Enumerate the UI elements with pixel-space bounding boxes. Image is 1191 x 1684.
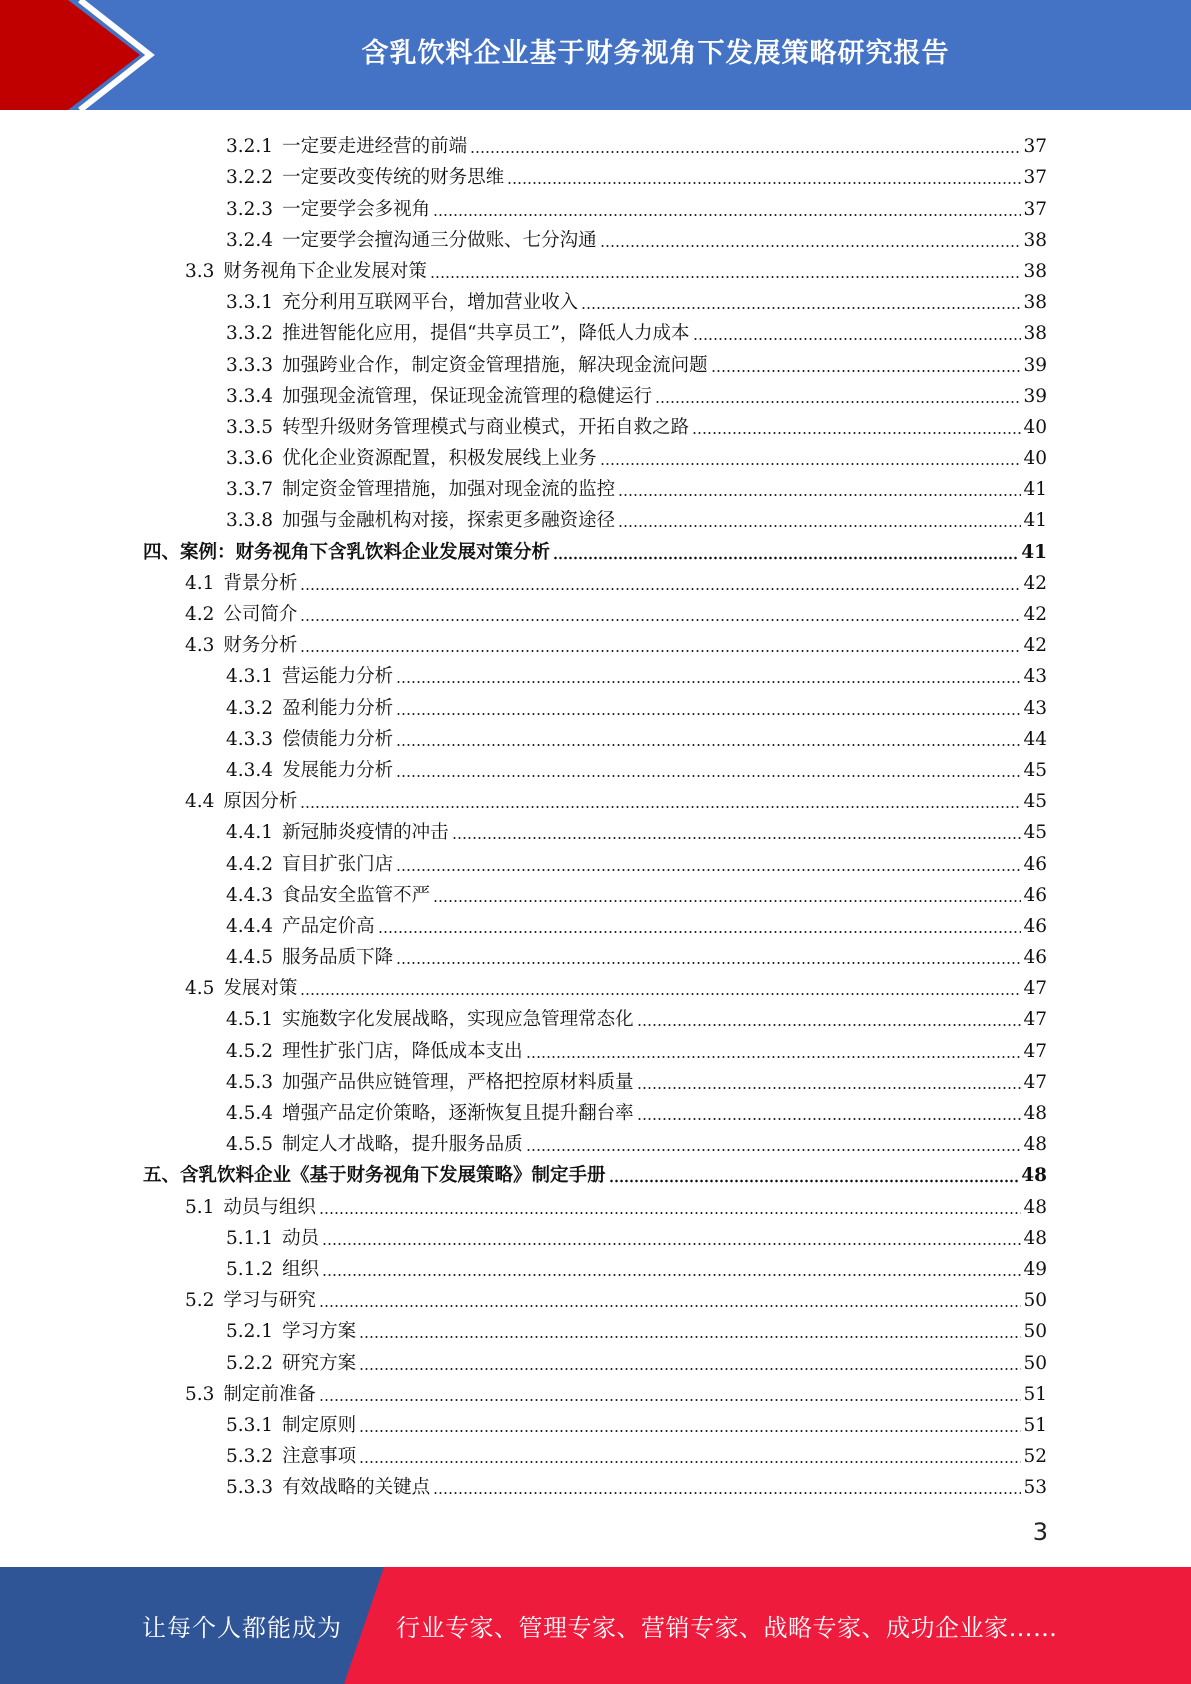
toc-dot-leader (396, 712, 1021, 716)
toc-entry-number: 4.5.3 (226, 1071, 274, 1093)
toc-entry-title: 制定原则 (282, 1414, 357, 1436)
toc-entry-number: 4.5.2 (226, 1040, 274, 1062)
toc-entry-page: 47 (1023, 1040, 1047, 1062)
toc-entry[interactable] (0, 284, 1191, 315)
toc-entry-title: 学习与研究 (223, 1290, 316, 1312)
toc-entry[interactable] (0, 1469, 1191, 1500)
toc-entry-page: 42 (1023, 604, 1047, 625)
toc-entry-page: 42 (1023, 635, 1047, 657)
toc-dot-leader (319, 1304, 1022, 1308)
toc-dot-leader (359, 1460, 1021, 1464)
toc-entry[interactable] (0, 1157, 1191, 1188)
toc-entry-page: 37 (1023, 167, 1047, 189)
toc-entry-page: 51 (1023, 1414, 1047, 1436)
toc-entry-title: 背景分析 (223, 572, 298, 594)
toc-entry-page: 50 (1023, 1352, 1047, 1374)
toc-entry-title: 研究方案 (282, 1352, 357, 1374)
toc-entry-number: 4.4.1 (226, 822, 274, 844)
toc-entry-number: 3.3.3 (226, 354, 274, 376)
toc-entry-title: 产品定价高 (282, 915, 375, 937)
toc-entry-title: 服务品质下降 (282, 947, 394, 969)
toc-dot-leader (322, 1273, 1021, 1277)
toc-entry-page: 43 (1023, 697, 1047, 719)
toc-entry-title: 理性扩张门店，降低成本支出 (282, 1040, 523, 1062)
toc-entry[interactable] (0, 378, 1191, 409)
toc-dot-leader (319, 1211, 1022, 1215)
toc-dot-leader (637, 1117, 1022, 1121)
toc-entry[interactable] (0, 1313, 1191, 1344)
toc-entry[interactable] (0, 1251, 1191, 1282)
toc-entry-title: 偿债能力分析 (282, 728, 394, 750)
toc-entry-page: 52 (1023, 1446, 1047, 1468)
header-arrow-decoration (0, 0, 170, 110)
toc-entry-number: 3.3.2 (226, 323, 274, 345)
toc-entry-title: 公司简介 (223, 604, 298, 625)
toc-dot-leader (507, 181, 1021, 185)
toc-entry-page: 46 (1023, 915, 1047, 937)
toc-dot-leader (600, 462, 1022, 466)
toc-dot-leader (526, 1055, 1022, 1059)
toc-entry[interactable] (0, 253, 1191, 284)
toc-entry-number: 5.2.1 (226, 1321, 274, 1343)
toc-entry[interactable] (0, 596, 1191, 627)
toc-entry-page: 48 (1023, 1134, 1047, 1156)
toc-entry[interactable] (0, 1001, 1191, 1032)
toc-dot-leader (396, 680, 1021, 684)
toc-entry-number: 4.4.5 (226, 947, 274, 969)
toc-entry-page: 47 (1023, 1071, 1047, 1093)
toc-entry-page: 47 (1023, 978, 1047, 1000)
toc-entry-title: 制定前准备 (223, 1383, 316, 1405)
toc-dot-leader (618, 524, 1021, 528)
toc-entry-number: 4.1 (185, 572, 215, 594)
toc-entry[interactable] (0, 1220, 1191, 1251)
toc-entry-number: 4.3 (185, 635, 215, 657)
toc-entry-page: 48 (1021, 1165, 1047, 1187)
toc-entry-title: 原因分析 (223, 791, 298, 813)
toc-dot-leader (319, 1398, 1022, 1402)
toc-entry-page: 46 (1023, 853, 1047, 875)
toc-dot-leader (553, 556, 1019, 560)
toc-entry[interactable] (0, 1407, 1191, 1438)
toc-entry-page: 44 (1023, 728, 1047, 750)
toc-dot-leader (452, 836, 1022, 840)
toc-entry-title: 发展能力分析 (282, 759, 394, 781)
toc-dot-leader (378, 930, 1022, 934)
toc-entry-title: 优化企业资源配置，积极发展线上业务 (282, 448, 597, 470)
toc-entry[interactable] (0, 877, 1191, 908)
footer-slogan-left: 让每个人都能成为 (142, 1614, 342, 1642)
toc-dot-leader (359, 1335, 1021, 1339)
toc-dot-leader (600, 244, 1022, 248)
toc-entry-title: 财务视角下企业发展对策 (223, 260, 427, 282)
toc-dot-leader (300, 805, 1021, 809)
toc-entry-page: 40 (1023, 416, 1047, 438)
toc-entry[interactable] (0, 1032, 1191, 1063)
toc-entry[interactable] (0, 159, 1191, 190)
toc-entry-page: 48 (1023, 1103, 1047, 1124)
toc-entry-number: 五、 (143, 1165, 181, 1187)
toc-entry-page: 53 (1023, 1477, 1047, 1499)
toc-entry[interactable] (0, 1095, 1191, 1126)
toc-entry-page: 37 (1023, 198, 1047, 220)
toc-entry-title: 发展对策 (223, 978, 298, 1000)
toc-entry-number: 5.3.1 (226, 1414, 274, 1436)
toc-entry[interactable] (0, 533, 1191, 564)
toc-entry-title: 食品安全监管不严 (282, 884, 431, 906)
toc-entry-title: 学习方案 (282, 1321, 357, 1343)
toc-entry-number: 4.4.2 (226, 853, 274, 875)
toc-dot-leader (433, 213, 1021, 217)
toc-entry[interactable] (0, 658, 1191, 689)
toc-dot-leader (618, 493, 1021, 497)
toc-entry-title: 案例：财务视角下含乳饮料企业发展对策分析 (180, 541, 551, 563)
toc-entry-number: 3.3.6 (226, 448, 274, 470)
page-footer (0, 1567, 1191, 1684)
toc-entry-number: 4.5 (185, 978, 215, 1000)
toc-entry-page: 45 (1023, 822, 1047, 844)
toc-entry-number: 3.2.3 (226, 198, 274, 220)
toc-dot-leader (300, 618, 1021, 622)
toc-entry-number: 3.3.7 (226, 479, 274, 501)
toc-dot-leader (711, 369, 1022, 373)
toc-dot-leader (300, 587, 1021, 591)
toc-entry-number: 4.2 (185, 604, 215, 625)
toc-entry-title: 盈利能力分析 (282, 697, 394, 719)
toc-entry-page: 41 (1023, 479, 1047, 501)
toc-dot-leader (359, 1367, 1021, 1371)
toc-dot-leader (433, 899, 1021, 903)
toc-entry[interactable] (0, 190, 1191, 221)
toc-entry-page: 51 (1023, 1383, 1047, 1405)
toc-entry-number: 四、 (143, 541, 181, 563)
toc-entry-page: 46 (1023, 884, 1047, 906)
toc-entry-page: 38 (1023, 260, 1047, 282)
toc-entry[interactable] (0, 939, 1191, 970)
toc-entry[interactable] (0, 440, 1191, 471)
toc-entry[interactable] (0, 128, 1191, 159)
toc-entry-page: 45 (1023, 759, 1047, 781)
toc-entry-title: 转型升级财务管理模式与商业模式，开拓自救之路 (282, 416, 690, 438)
toc-entry[interactable] (0, 1282, 1191, 1313)
toc-dot-leader (470, 150, 1021, 154)
toc-entry-page: 49 (1023, 1258, 1047, 1280)
toc-entry[interactable] (0, 689, 1191, 720)
toc-entry-page: 47 (1023, 1009, 1047, 1031)
toc-entry-title: 有效战略的关键点 (282, 1477, 431, 1499)
toc-entry[interactable] (0, 783, 1191, 814)
toc-entry[interactable] (0, 845, 1191, 876)
toc-entry-page: 40 (1023, 448, 1047, 470)
toc-entry-page: 46 (1023, 947, 1047, 969)
toc-entry-title: 一定要改变传统的财务思维 (282, 167, 505, 189)
toc-entry-title: 加强跨业合作，制定资金管理措施，解决现金流问题 (282, 354, 708, 376)
toc-entry-number: 4.3.2 (226, 697, 274, 719)
toc-entry-number: 3.3.1 (226, 292, 274, 314)
toc-entry[interactable] (0, 627, 1191, 658)
toc-entry-page: 39 (1023, 354, 1047, 376)
toc-dot-leader (637, 1086, 1022, 1090)
toc-entry-number: 5.2 (185, 1290, 215, 1312)
toc-entry[interactable] (0, 346, 1191, 377)
toc-entry-title: 加强与金融机构对接，探索更多融资途径 (282, 510, 616, 532)
toc-entry-title: 增强产品定价策略，逐渐恢复且提升翻台率 (282, 1103, 634, 1124)
toc-entry-number: 5.1.1 (226, 1227, 274, 1249)
toc-dot-leader (396, 774, 1021, 778)
toc-entry-number: 5.1 (185, 1196, 215, 1218)
toc-dot-leader (693, 337, 1022, 341)
toc-entry[interactable] (0, 1344, 1191, 1375)
toc-entry-page: 42 (1023, 572, 1047, 594)
toc-dot-leader (396, 743, 1021, 747)
toc-entry[interactable] (0, 1438, 1191, 1469)
toc-entry-number: 3.3.8 (226, 510, 274, 532)
toc-dot-leader (609, 1179, 1020, 1183)
toc-entry-title: 充分利用互联网平台，增加营业收入 (282, 292, 579, 314)
toc-entry-number: 4.4 (185, 791, 215, 813)
toc-entry-title: 制定资金管理措施，加强对现金流的监控 (282, 479, 616, 501)
toc-entry[interactable] (0, 970, 1191, 1001)
toc-entry-number: 5.3.2 (226, 1446, 274, 1468)
toc-entry-page: 50 (1023, 1321, 1047, 1343)
toc-entry-title: 制定人才战略，提升服务品质 (282, 1134, 523, 1156)
toc-entry-title: 财务分析 (223, 635, 298, 657)
toc-entry-number: 3.3.4 (226, 385, 274, 407)
toc-entry-title: 一定要走进经营的前端 (282, 136, 468, 158)
toc-entry[interactable] (0, 502, 1191, 533)
toc-entry-number: 4.5.4 (226, 1103, 274, 1124)
toc-entry-title: 加强产品供应链管理，严格把控原材料质量 (282, 1071, 634, 1093)
toc-entry-page: 38 (1023, 292, 1047, 314)
toc-entry-title: 动员 (282, 1227, 320, 1249)
toc-dot-leader (581, 306, 1021, 310)
toc-entry-title: 组织 (282, 1258, 320, 1280)
toc-entry-number: 5.1.2 (226, 1258, 274, 1280)
toc-entry[interactable] (0, 721, 1191, 752)
toc-dot-leader (430, 275, 1022, 279)
toc-dot-leader (433, 1491, 1021, 1495)
toc-entry-number: 4.3.1 (226, 666, 274, 688)
toc-entry-number: 3.3 (185, 260, 215, 282)
toc-entry-title: 一定要学会擅沟通三分做账、七分沟通 (282, 229, 597, 251)
toc-entry-number: 4.3.3 (226, 728, 274, 750)
toc-dot-leader (322, 1242, 1021, 1246)
toc-entry-page: 50 (1023, 1290, 1047, 1312)
toc-entry-title: 推进智能化应用，提倡“共享员工”，降低人力成本 (282, 323, 690, 345)
toc-entry-number: 5.3 (185, 1383, 215, 1405)
toc-entry[interactable] (0, 1188, 1191, 1219)
toc-entry-title: 动员与组织 (223, 1196, 316, 1218)
table-of-contents (0, 128, 1191, 1500)
toc-entry-page: 38 (1023, 229, 1047, 251)
toc-entry-number: 3.2.4 (226, 229, 274, 251)
document-title: 含乳饮料企业基于财务视角下发展策略研究报告 (361, 37, 950, 69)
page-number: 3 (1032, 1518, 1048, 1546)
toc-entry-number: 3.3.5 (226, 416, 274, 438)
toc-entry[interactable] (0, 1376, 1191, 1407)
toc-entry-page: 48 (1023, 1227, 1047, 1249)
toc-entry-page: 43 (1023, 666, 1047, 688)
toc-entry-page: 38 (1023, 323, 1047, 345)
toc-dot-leader (396, 961, 1021, 965)
toc-entry[interactable] (0, 1126, 1191, 1157)
toc-dot-leader (396, 868, 1021, 872)
toc-entry-page: 45 (1023, 791, 1047, 813)
toc-entry-page: 37 (1023, 136, 1047, 158)
page-header (0, 0, 1191, 110)
toc-entry[interactable] (0, 908, 1191, 939)
toc-entry-number: 4.4.4 (226, 915, 274, 937)
toc-entry-title: 加强现金流管理，保证现金流管理的稳健运行 (282, 385, 653, 407)
toc-dot-leader (359, 1429, 1021, 1433)
toc-entry-title: 新冠肺炎疫情的冲击 (282, 822, 449, 844)
toc-entry-number: 5.3.3 (226, 1477, 274, 1499)
footer-slogan-right: 行业专家、管理专家、营销专家、战略专家、成功企业家…… (396, 1614, 1058, 1642)
toc-entry[interactable] (0, 814, 1191, 845)
toc-entry-number: 4.5.5 (226, 1134, 274, 1156)
toc-entry[interactable] (0, 752, 1191, 783)
toc-entry-number: 4.5.1 (226, 1009, 274, 1031)
toc-entry[interactable] (0, 315, 1191, 346)
toc-dot-leader (526, 1148, 1022, 1152)
toc-entry-number: 3.2.1 (226, 136, 274, 158)
toc-entry-title: 盲目扩张门店 (282, 853, 394, 875)
toc-dot-leader (300, 992, 1021, 996)
toc-dot-leader (300, 649, 1021, 653)
toc-entry-page: 48 (1023, 1196, 1047, 1218)
toc-entry-number: 4.4.3 (226, 884, 274, 906)
toc-entry-title: 含乳饮料企业《基于财务视角下发展策略》制定手册 (180, 1165, 606, 1187)
toc-entry-page: 41 (1023, 510, 1047, 532)
toc-entry-title: 营运能力分析 (282, 666, 394, 688)
toc-entry[interactable] (0, 409, 1191, 440)
toc-entry[interactable] (0, 222, 1191, 253)
toc-entry-page: 39 (1023, 385, 1047, 407)
toc-entry-number: 3.2.2 (226, 167, 274, 189)
toc-entry-title: 实施数字化发展战略，实现应急管理常态化 (282, 1009, 634, 1031)
toc-entry[interactable] (0, 1064, 1191, 1095)
toc-entry[interactable] (0, 471, 1191, 502)
toc-entry-title: 注意事项 (282, 1446, 357, 1468)
toc-entry-page: 41 (1021, 541, 1047, 563)
toc-dot-leader (637, 1023, 1022, 1027)
toc-entry-title: 一定要学会多视角 (282, 198, 431, 220)
toc-dot-leader (655, 400, 1021, 404)
toc-entry-number: 4.3.4 (226, 759, 274, 781)
toc-entry-number: 5.2.2 (226, 1352, 274, 1374)
toc-entry[interactable] (0, 565, 1191, 596)
toc-dot-leader (692, 431, 1021, 435)
